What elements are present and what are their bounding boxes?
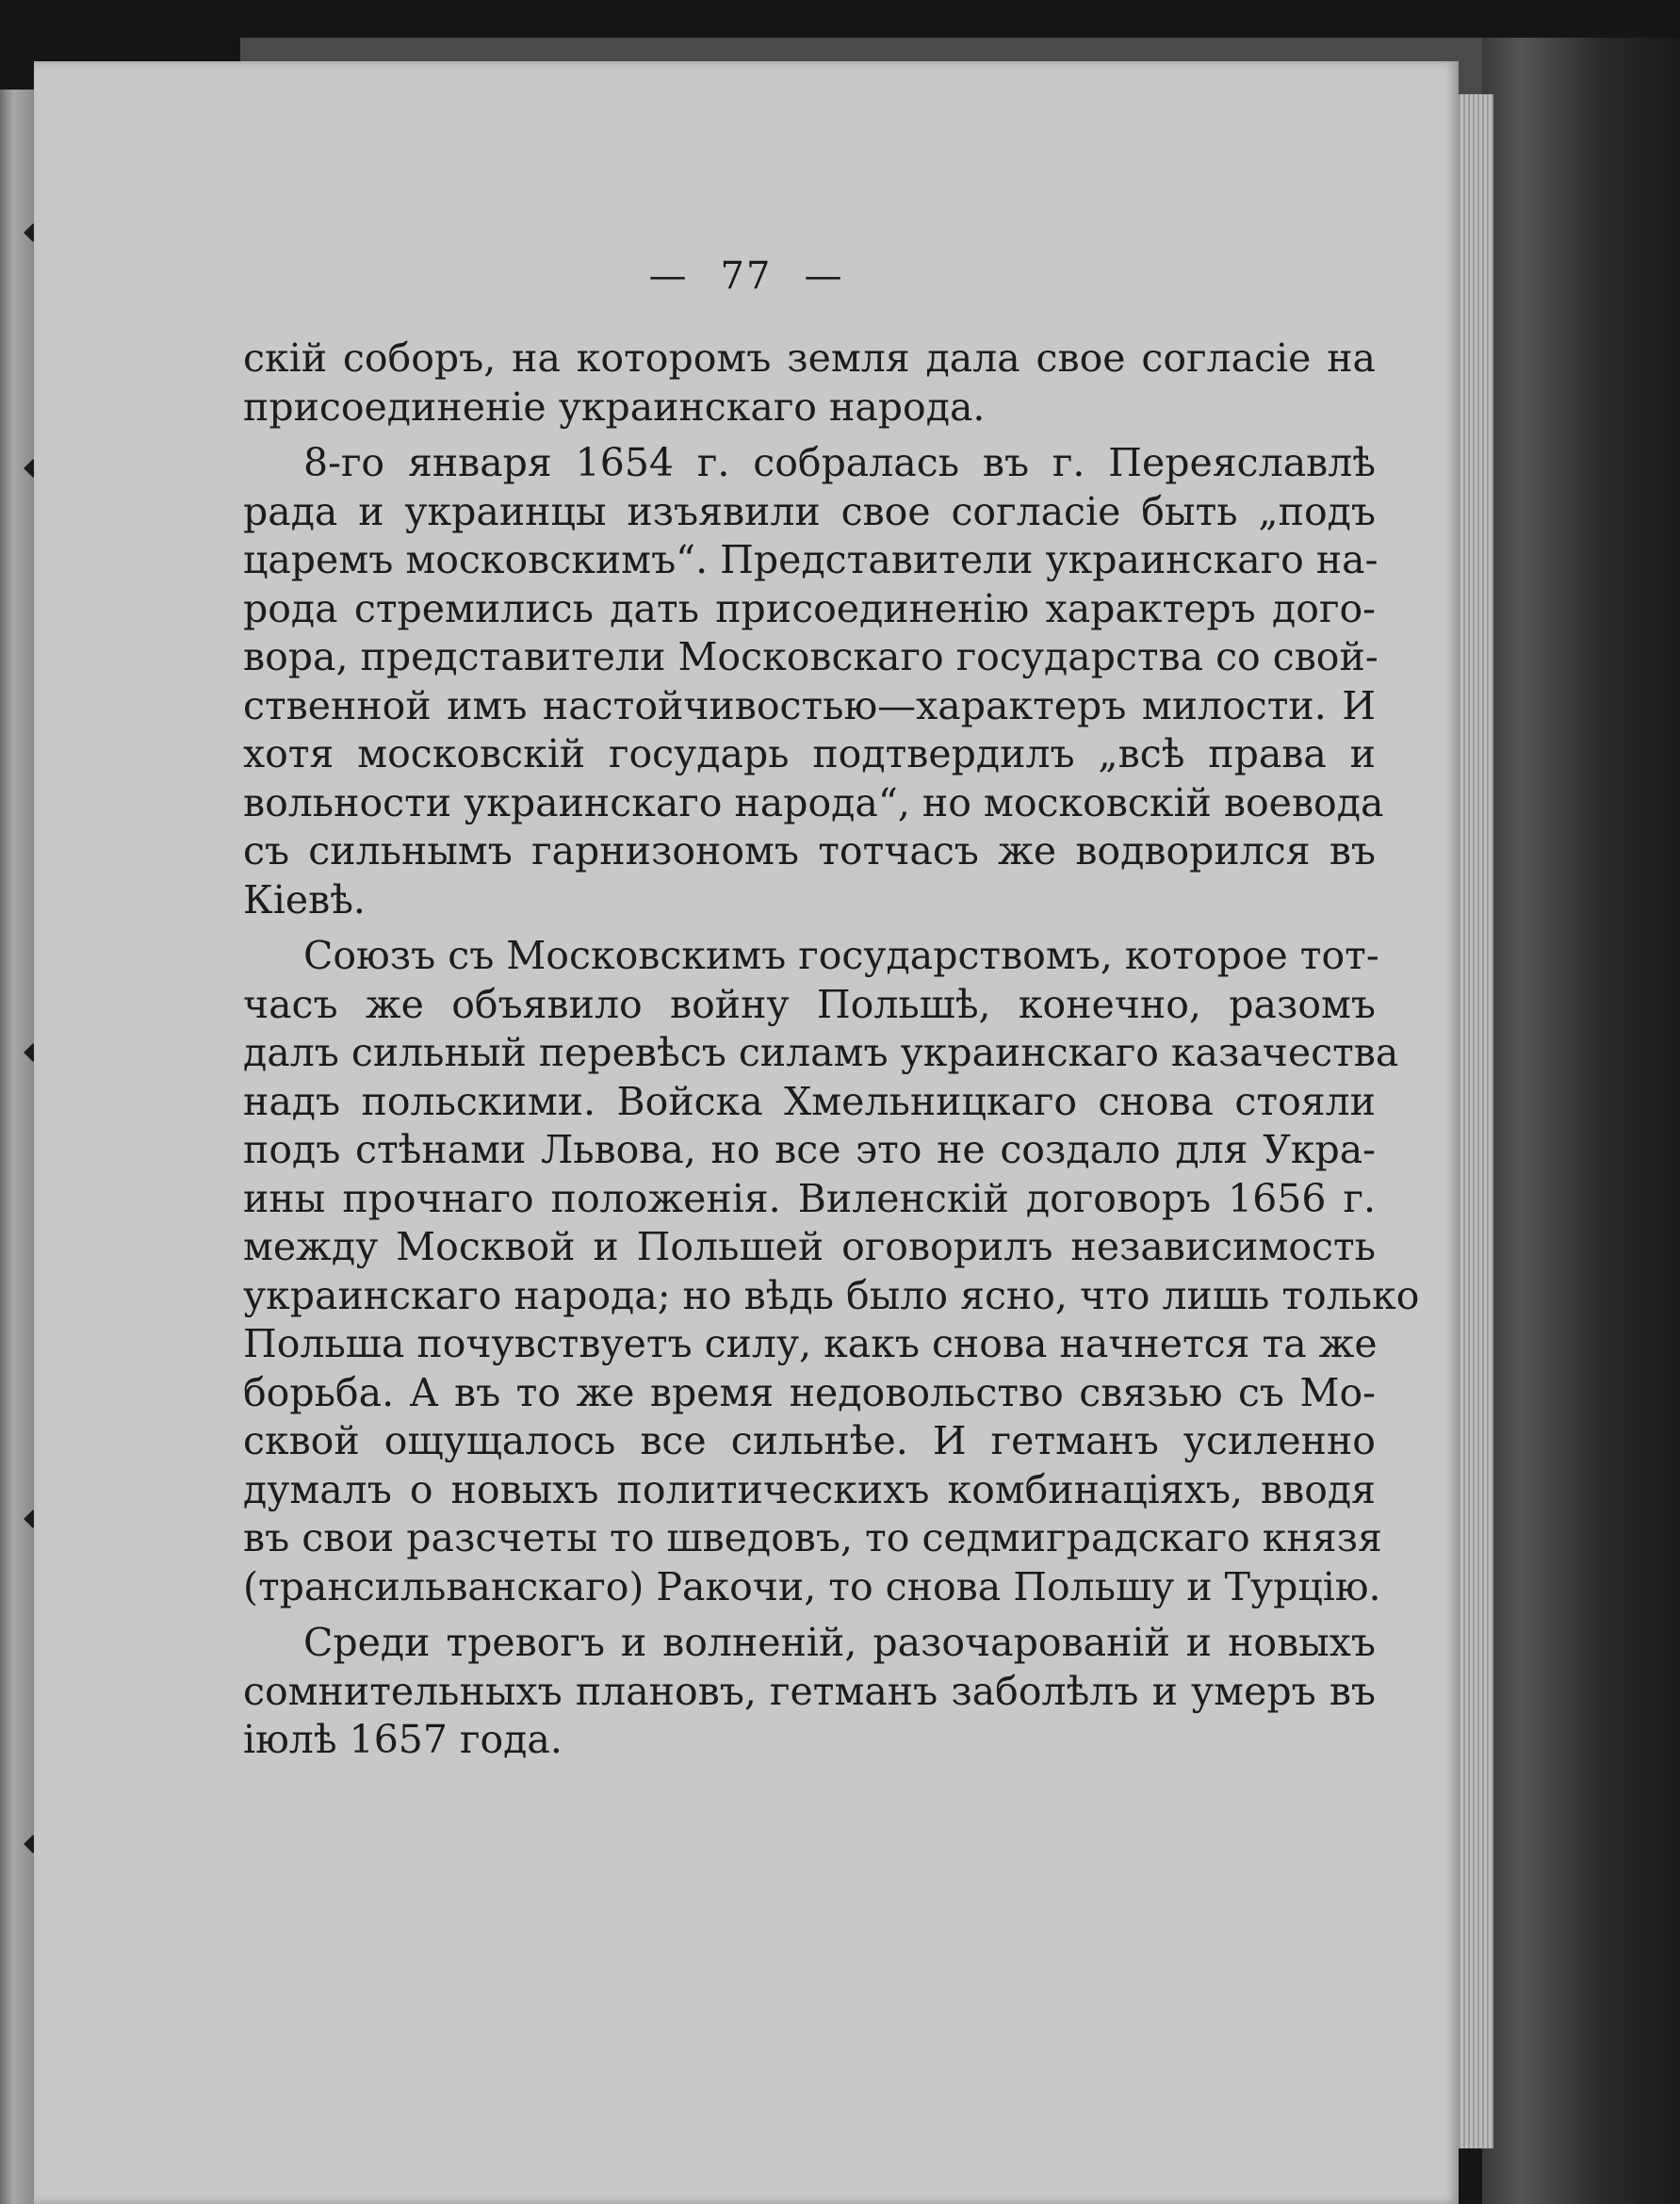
text-line: Польша почувствуетъ силу, какъ снова начнется та же [243,1321,1378,1366]
paragraph [243,439,1384,924]
text-line: борьба. А въ то же время недовольство связью съ Мо- [243,1369,1376,1415]
body-text [243,335,1420,1772]
page-number: 77 [720,254,773,298]
text-line: сквой ощущалось все сильнѣе. И гетманъ усиленно [243,1418,1376,1463]
text-line: Среди тревогъ и волненій, разочарованій и новыхъ [303,1620,1376,1665]
text-line: (трансильванскаго) Ракочи, то снова Польшу и Турцію. [243,1563,1381,1609]
left-binding-edge [0,90,34,2204]
text-line: Союзъ съ Московскимъ государствомъ, которое тот- [303,933,1379,978]
text-line: присоединеніе украинскаго народа. [243,384,986,430]
text-line: думалъ о новыхъ политическихъ комбинаціяхъ, вводя [243,1466,1376,1512]
text-line: хотя московскій государь подтвердилъ „всѣ права и [243,731,1376,776]
text-line: 8-го января 1654 г. собралась въ г. Переяславлѣ [303,440,1376,485]
paragraph [243,932,1420,1611]
text-line: вора, представители Московскаго государства со свой- [243,634,1378,679]
text-line: рода стремились дать присоединенію характеръ дого- [243,585,1376,631]
text-line: вольности украинскаго народа“, но московскій воевода [243,779,1384,825]
text-line: въ свои разсчеты то шведовъ, то седмиградскаго князя [243,1515,1382,1560]
folio-dash-left: — [648,254,689,298]
folio-dash-right: — [804,254,844,298]
text-line: ины прочнаго положенія. Виленскій договоръ 1656 г. [243,1175,1376,1221]
text-line: часъ же объявило войну Польшѣ, конечно, разомъ [243,981,1376,1027]
text-line: съ сильнымъ гарнизономъ тотчасъ же водворился въ [243,828,1376,873]
text-line: надъ польскими. Войска Хмельницкаго снова стояли [243,1078,1376,1124]
text-line: Кіевѣ. [243,876,366,922]
text-line: скій соборъ, на которомъ земля дала свое согласіе на [243,335,1376,381]
book-cover-right-edge [1482,38,1680,2204]
text-line: между Москвой и Польшей оговорилъ независимость [243,1224,1376,1269]
paragraph [243,1619,1376,1765]
text-line: царемъ московскимъ“. Представители украинскаго на- [243,537,1378,582]
book-page [34,61,1459,2204]
text-line: далъ сильный перевѣсъ силамъ украинскаго казачества [243,1030,1399,1075]
text-line: рада и украинцы изъявили свое согласіе быть „подъ [243,488,1376,534]
text-line: подъ стѣнами Львова, но все это не создало для Укра- [243,1127,1376,1172]
text-line: ственной имъ настойчивостью—характеръ милости. И [243,682,1376,728]
page-number-header [34,254,1459,298]
text-line: украинскаго народа; но вѣдь было ясно, что лишь только [243,1272,1420,1318]
text-line: сомнительныхъ плановъ, гетманъ заболѣлъ и умеръ въ [243,1668,1376,1714]
text-line: іюлѣ 1657 года. [243,1717,563,1762]
paragraph [243,335,1376,432]
